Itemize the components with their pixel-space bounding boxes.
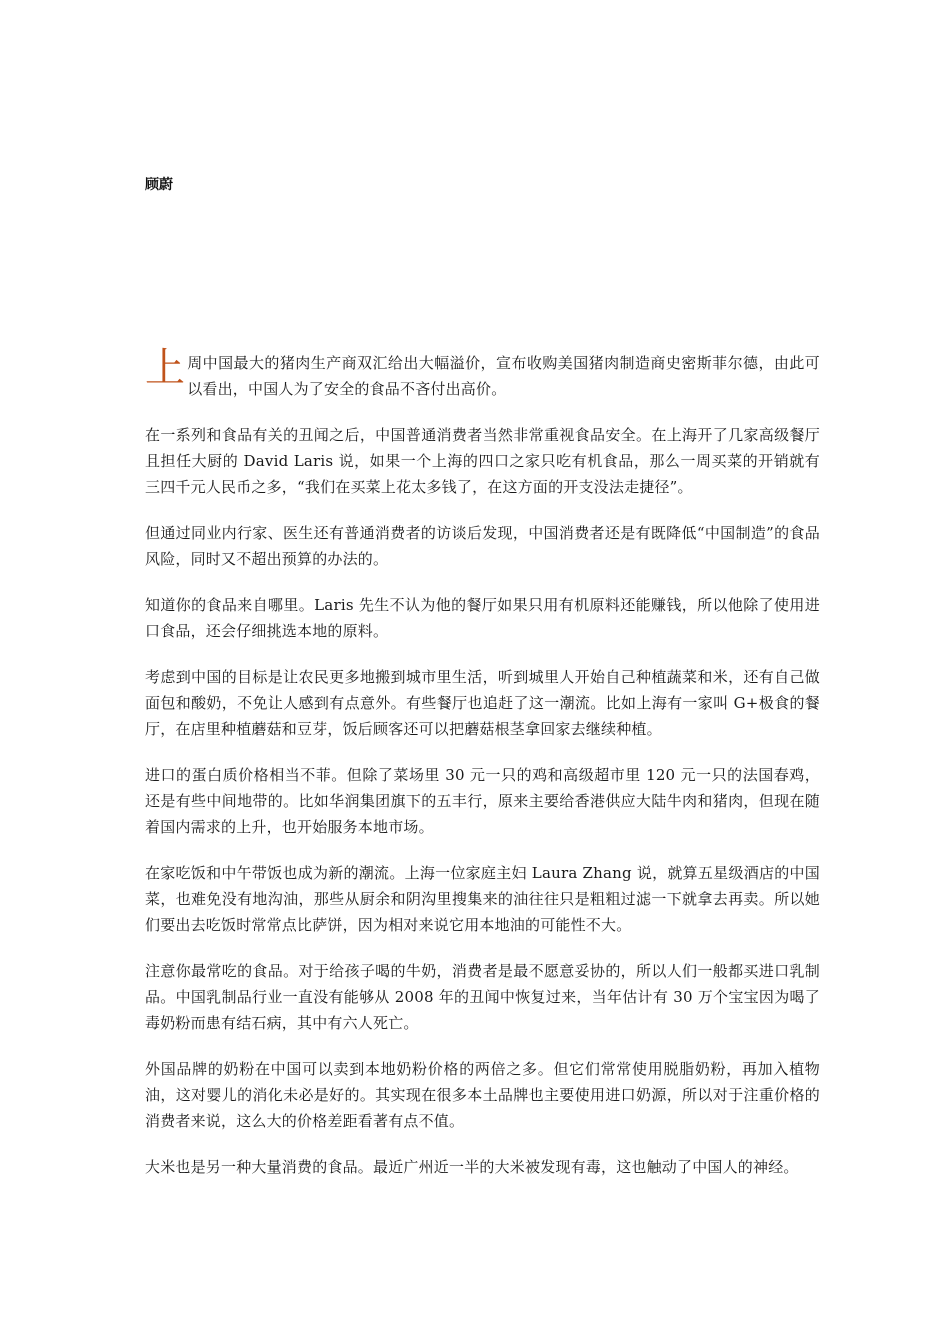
article-paragraph-3: 但通过同业内行家、医生还有普通消费者的访谈后发现，中国消费者还是有既降低“中国制造”的食品风险，同时又不超出预算的办法的。 [145, 524, 820, 568]
article-paragraph-6: 进口的蛋白质价格相当不菲。但除了菜场里 30 元一只的鸡和高级超市里 120 元一只的法国春鸡，还是有些中间地带的。比如华润集团旗下的五丰行，原来主要给香港供应大陆牛肉和猪肉，但现在随着国内需求的上升，也开始服务本地市场。 [145, 766, 820, 836]
article-paragraph-4: 知道你的食品来自哪里。Laris 先生不认为他的餐厅如果只用有机原料还能赚钱，所以他除了使用进口食品，还会仔细挑选本地的原料。 [145, 596, 820, 640]
article-paragraph-1 [145, 345, 820, 402]
paragraph-text: 周中国最大的猪肉生产商双汇给出大幅溢价，宣布收购美国猪肉制造商史密斯菲尔德，由此可以看出，中国人为了安全的食品不吝付出高价。 [187, 354, 820, 398]
article-paragraph-2: 在一系列和食品有关的丑闻之后，中国普通消费者当然非常重视食品安全。在上海开了几家高级餐厅且担任大厨的 David Laris 说，如果一个上海的四口之家只吃有机食品，那么一周买菜的开销就有三四千元人民币之多，“我们在买菜上花太多钱了，在这方面的开支没法走捷径”。 [145, 426, 820, 496]
drop-cap: 上 [145, 345, 186, 391]
article-paragraph-7: 在家吃饭和中午带饭也成为新的潮流。上海一位家庭主妇 Laura Zhang 说，就算五星级酒店的中国菜，也难免没有地沟油，那些从厨余和阴沟里搜集来的油往往只是粗粗过滤一下就拿去再卖。所以她们要出去吃饭时常常点比萨饼，因为相对来说它用本地油的可能性不大。 [145, 864, 820, 934]
article-paragraph-5: 考虑到中国的目标是让农民更多地搬到城市里生活，听到城里人开始自己种植蔬菜和米，还有自己做面包和酸奶，不免让人感到有点意外。有些餐厅也追赶了这一潮流。比如上海有一家叫 G+极食的餐厅，在店里种植蘑菇和豆芽，饭后顾客还可以把蘑菇根茎拿回家去继续种植。 [145, 668, 820, 738]
article-body [145, 345, 820, 1200]
author-name: 顾蔚 [145, 177, 173, 193]
article-paragraph-10: 大米也是另一种大量消费的食品。最近广州近一半的大米被发现有毒，这也触动了中国人的神经。 [145, 1158, 799, 1176]
article-paragraph-8: 注意你最常吃的食品。对于给孩子喝的牛奶，消费者是最不愿意妥协的，所以人们一般都买进口乳制品。中国乳制品行业一直没有能够从 2008 年的丑闻中恢复过来，当年估计有 30 万个宝宝因为喝了毒奶粉而患有结石病，其中有六人死亡。 [145, 962, 820, 1032]
article-paragraph-9: 外国品牌的奶粉在中国可以卖到本地奶粉价格的两倍之多。但它们常常使用脱脂奶粉，再加入植物油，这对婴儿的消化未必是好的。其实现在很多本土品牌也主要使用进口奶源，所以对于注重价格的消费者来说，这么大的价格差距看著有点不值。 [145, 1060, 820, 1130]
